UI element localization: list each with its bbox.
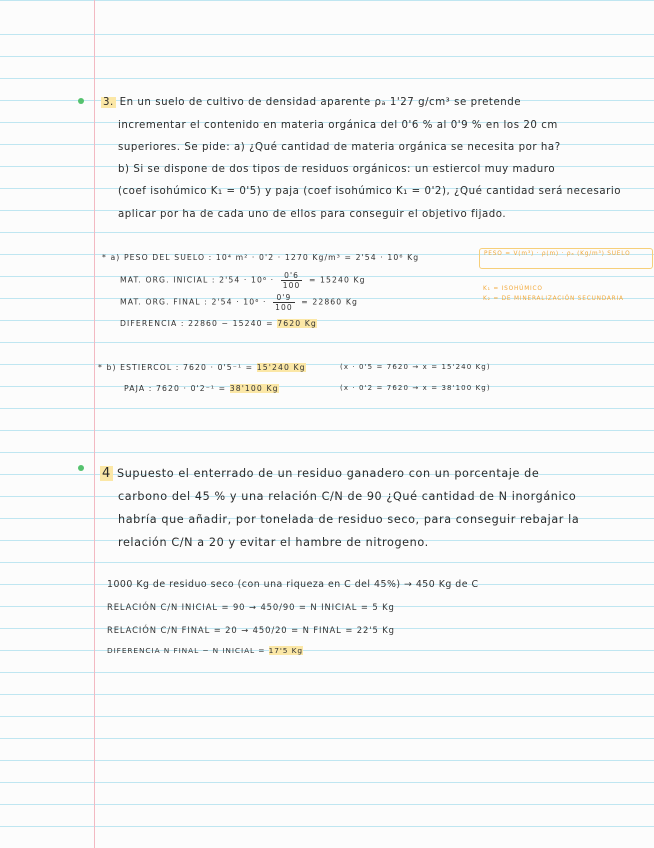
solution-4-line-4: DIFERENCIA N FINAL − N INICIAL = 17'5 Kg	[107, 646, 303, 655]
fraction: $\frac{0'9}{100}$	[275, 293, 293, 312]
problem-3-line-3: superiores. Se pide: a) ¿Qué cantidad de materia orgánica se necesita por ha?	[118, 142, 561, 153]
solution-a-weight: * a) PESO DEL SUELO : 10⁴ m² · 0'2 · 1270 Kg/m³ = 2'54 · 10⁶ Kg	[102, 253, 420, 262]
problem-3-number: 3.	[103, 97, 114, 108]
solution-b-paja-note: (x · 0'2 = 7620 → x = 38'100 Kg)	[340, 384, 491, 392]
solution-b-estiercol-note: (x · 0'5 = 7620 → x = 15'240 Kg)	[340, 363, 491, 371]
problem-4-line-4: relación C/N a 20 y evitar el hambre de nitrogeno.	[118, 536, 429, 549]
problem-3-line-2: incrementar el contenido en materia orgánica del 0'6 % al 0'9 % en los 20 cm	[118, 120, 558, 131]
formula-note: PESO = V(m³) · ρ(m) · ρₐ (Kg/m³) SUELO	[484, 251, 631, 257]
note-k1: K₁ = ISOHÚMICO	[483, 286, 543, 292]
problem-3-line-1: 3. En un suelo de cultivo de densidad aparente ρₐ 1'27 g/cm³ se pretende	[103, 97, 522, 108]
solution-a-difference: DIFERENCIA : 22860 − 15240 = 7620 Kg	[120, 319, 317, 328]
problem-3-line-5: (coef isohúmico K₁ = 0'5) y paja (coef isohúmico K₁ = 0'2), ¿Qué cantidad será necesario	[118, 186, 622, 197]
highlighted-result: 17'5 Kg	[268, 646, 303, 655]
problem-4-number: 4	[102, 466, 111, 481]
solution-4-line-1: 1000 Kg de residuo seco (con una riqueza en C del 45%) → 450 Kg de C	[107, 579, 479, 590]
problem-4-line-2: carbono del 45 % y una relación C/N de 90 ¿Qué cantidad de N inorgánico	[118, 490, 577, 503]
solution-b-estiercol: * b) ESTIERCOL : 7620 · 0'5⁻¹ = 15'240 Kg	[98, 363, 306, 372]
problem-3-line-4: b) Si se dispone de dos tipos de residuos orgánicos: un estiercol muy maduro	[118, 164, 556, 175]
solution-a-initial: MAT. ORG. INICIAL : 2'54 · 10⁶ · $\frac{0'6}{100}$ = 15240 Kg	[120, 271, 366, 290]
solution-4-line-3: RELACIÓN C/N FINAL = 20 → 450/20 = N FINAL = 22'5 Kg	[107, 625, 395, 635]
highlighted-result: 7620 Kg	[277, 319, 317, 328]
problem-4-line-3: habría que añadir, por tonelada de residuo seco, para conseguir rebajar la	[118, 513, 580, 526]
problem-3-line-6: aplicar por ha de cada uno de ellos para conseguir el objetivo fijado.	[118, 209, 507, 220]
bullet-point	[78, 98, 84, 104]
solution-a-final: MAT. ORG. FINAL : 2'54 · 10⁶ · $\frac{0'9}{100}$ = 22860 Kg	[120, 293, 358, 312]
fraction: $\frac{0'6}{100}$	[282, 271, 301, 290]
note-k2: K₂ = DE MINERALIZACIÓN SECUNDARIA	[483, 296, 624, 302]
highlighted-result: 15'240 Kg	[256, 363, 306, 372]
bullet-point	[78, 465, 84, 471]
problem-4-line-1: 4 Supuesto el enterrado de un residuo ganadero con un porcentaje de	[102, 466, 540, 481]
margin-line	[94, 0, 95, 848]
solution-4-line-2: RELACIÓN C/N INICIAL = 90 → 450/90 = N INICIAL = 5 Kg	[107, 602, 395, 612]
solution-b-paja: PAJA : 7620 · 0'2⁻¹ = 38'100 Kg	[124, 384, 279, 393]
highlighted-result: 38'100 Kg	[229, 384, 279, 393]
